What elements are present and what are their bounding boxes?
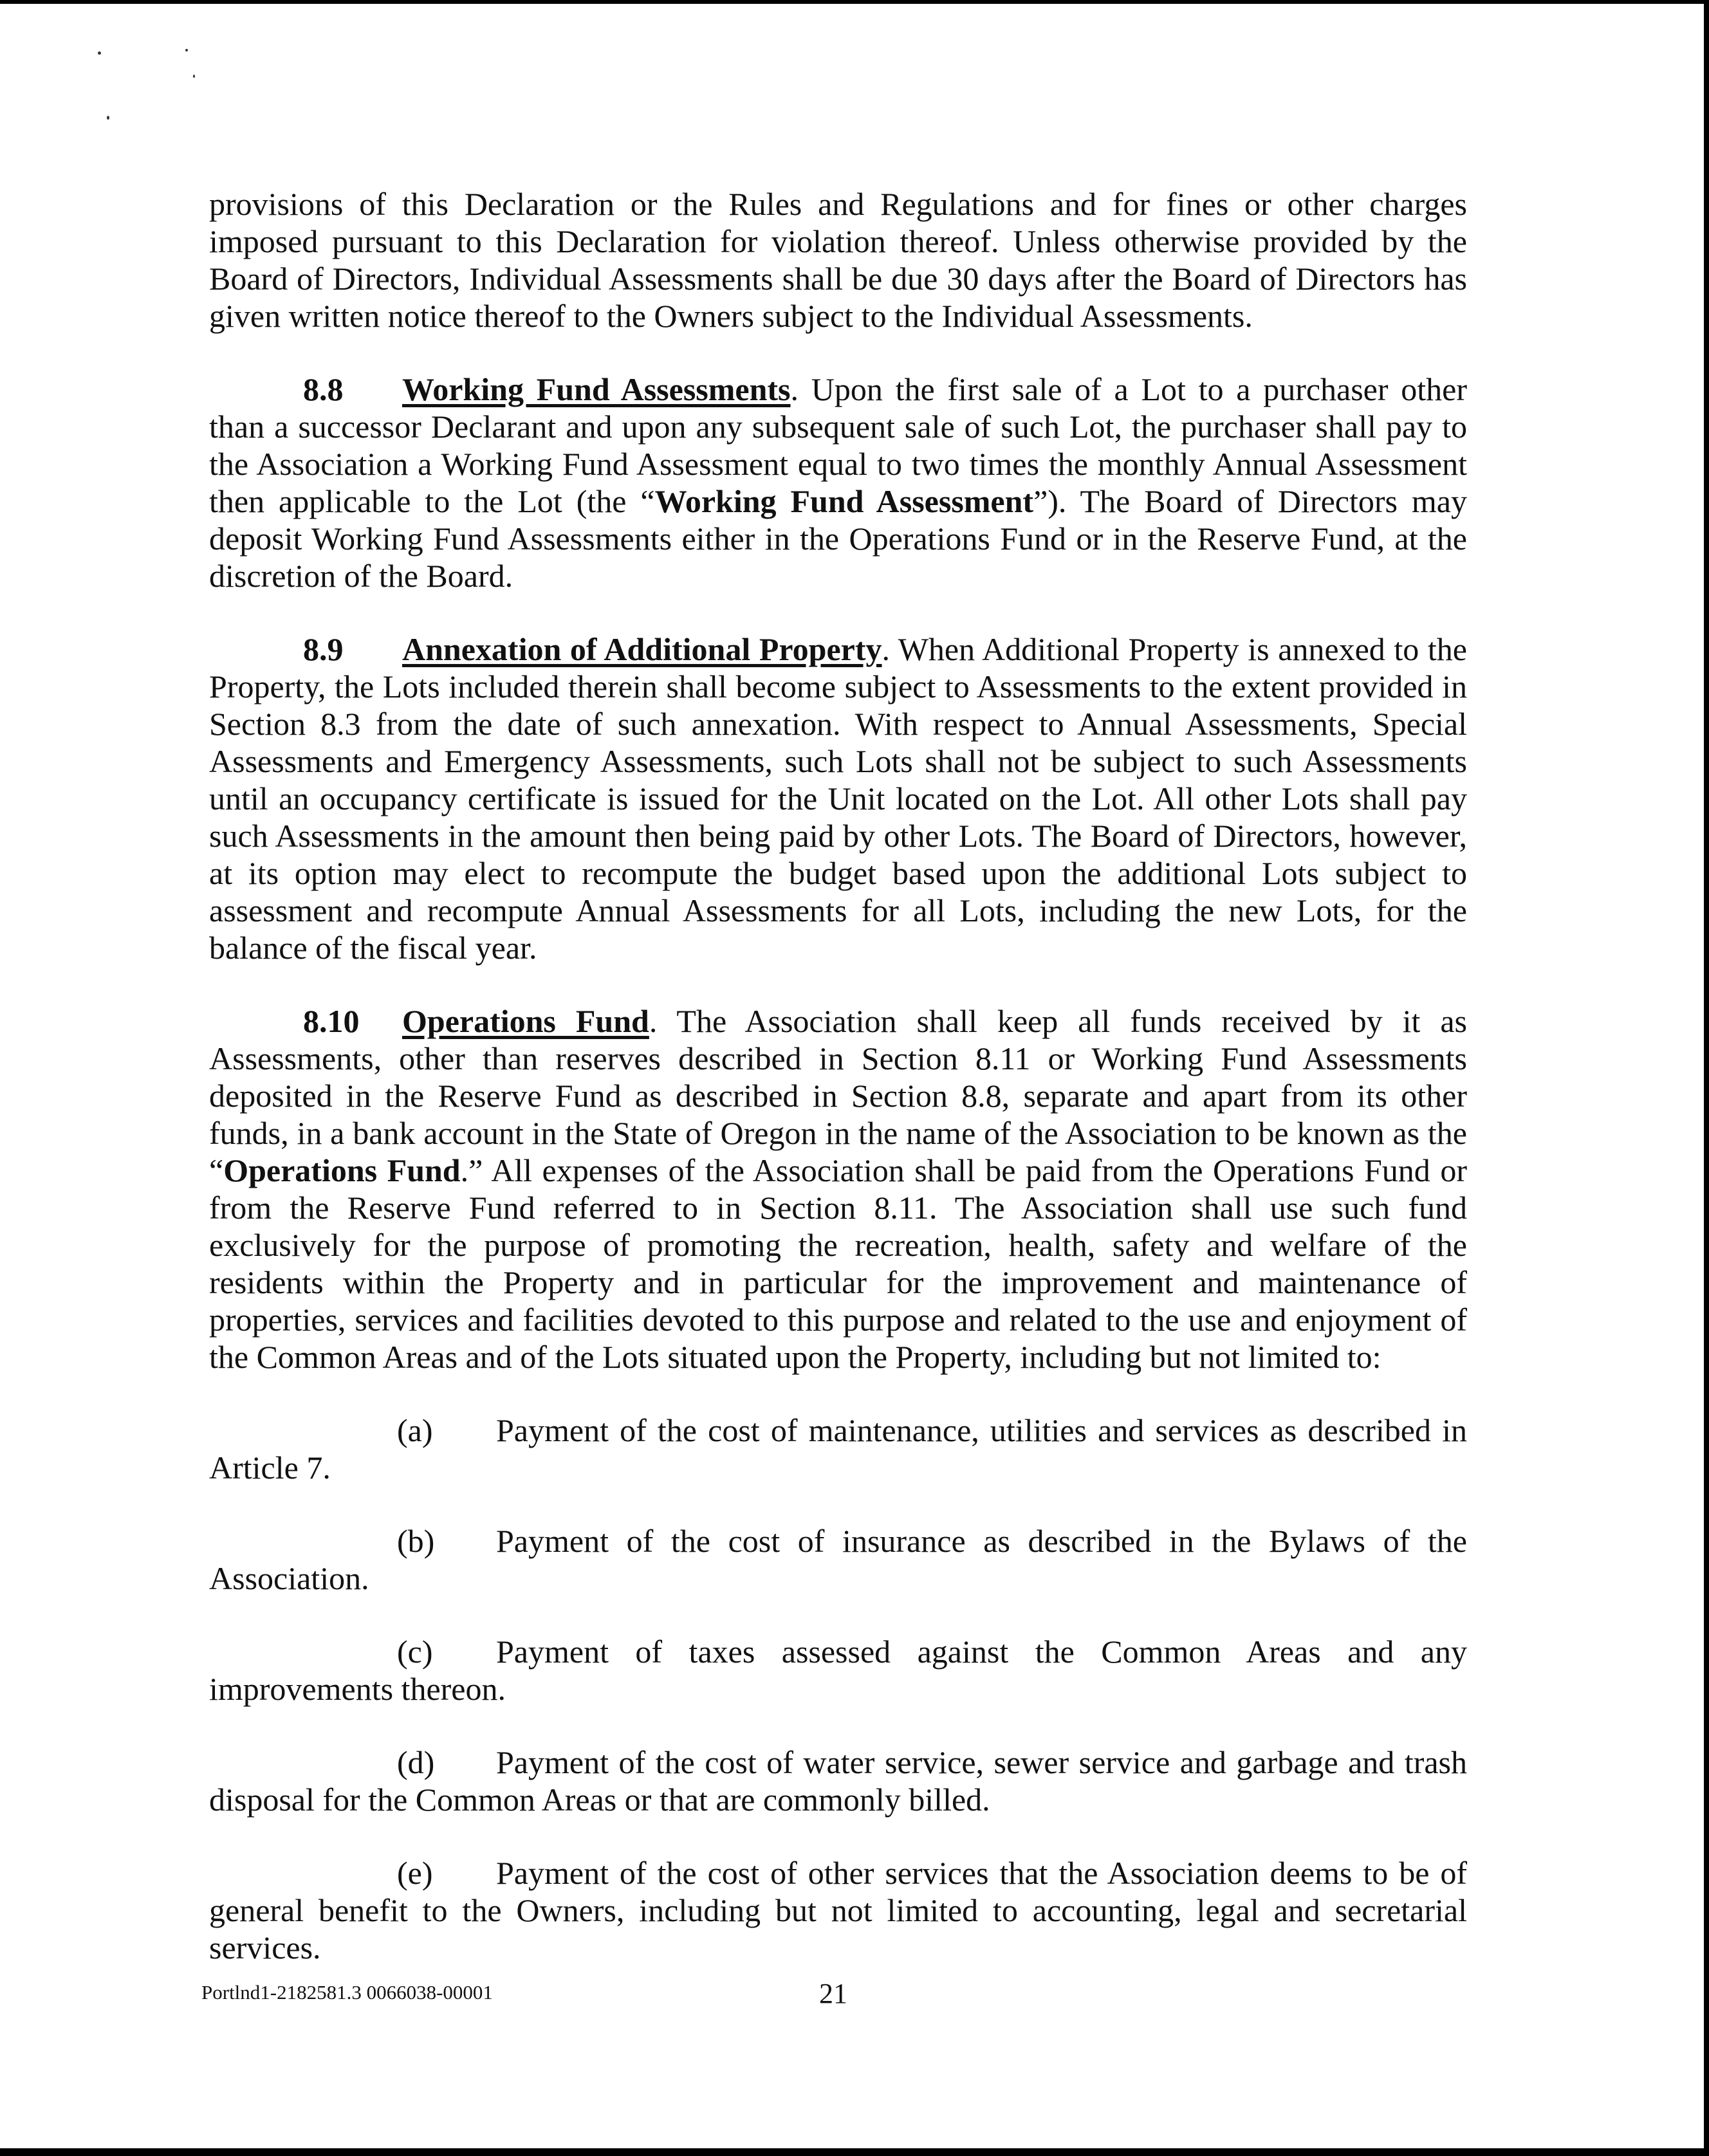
- section-8-9: [209, 631, 1467, 966]
- list-item: [209, 1854, 1467, 1966]
- list-item: [209, 1633, 1467, 1708]
- page-footer: [201, 1977, 1459, 2009]
- section-8-10: [209, 1002, 1467, 1376]
- page-number: 21: [819, 1978, 847, 2009]
- defined-term: Working Fund Assessment: [654, 483, 1034, 519]
- list-item-text: Payment of the cost of other services that the Association deems to be of general benefit to the Owners, including but not limited to accounting, legal and secretarial services.: [209, 1855, 1467, 1966]
- section-text: ”). The Board of Directors may deposit Working Fund Assessments either in the Operations Fund or in the Reserve Fund, at the discretion of the Board.: [209, 483, 1467, 594]
- section-8-8: [209, 371, 1467, 594]
- list-item-label: (b): [397, 1523, 435, 1559]
- list-item: [209, 1412, 1467, 1486]
- scan-border-top: [0, 0, 1709, 4]
- list-item-text: Payment of taxes assessed against the Common Areas and any improvements thereon.: [209, 1634, 1467, 1707]
- section-number: 8.10: [303, 1003, 360, 1039]
- intro-text: provisions of this Declaration or the Rules and Regulations and for fines or other charges imposed pursuant to this Declaration for violation thereof. Unless otherwise provided by the Board of Directors, Individual Assessments shall be due 30 days after the Board of Directors has given written notice thereof to the Owners subject to the Individual Assessments.: [209, 186, 1467, 334]
- scan-border-right: [1704, 0, 1709, 2156]
- section-title: Operations Fund: [402, 1003, 649, 1039]
- document-page: [209, 185, 1467, 2002]
- section-title: Annexation of Additional Property: [402, 631, 882, 667]
- scan-speck: [185, 49, 188, 51]
- list-item: [209, 1522, 1467, 1597]
- list-item-label: (c): [397, 1634, 433, 1670]
- list-item-label: (a): [397, 1412, 433, 1448]
- list-item: [209, 1744, 1467, 1818]
- list-item-label: (d): [397, 1744, 435, 1780]
- list-item-text: Payment of the cost of insurance as described in the Bylaws of the Association.: [209, 1523, 1467, 1596]
- list-item-text: Payment of the cost of water service, sewer service and garbage and trash disposal for the Common Areas or that are commonly billed.: [209, 1744, 1467, 1818]
- section-text: . Upon the first sale of a Lot to a purchaser other than a successor Declarant and upon any subsequent sale of such Lot, the purchaser shall pay to the Association a Working Fund Assessment equal to two times the monthly Annual Assessment then applicable to the Lot (the “: [209, 371, 1467, 519]
- scan-speck: [193, 75, 195, 78]
- scan-border-bottom: [0, 2148, 1709, 2156]
- intro-paragraph: [209, 185, 1467, 335]
- section-number: 8.9: [303, 631, 344, 667]
- document-id: Portlnd1-2182581.3 0066038-00001: [201, 1981, 493, 2004]
- section-title: Working Fund Assessments: [402, 371, 791, 407]
- section-text: . The Association shall keep all funds received by it as Assessments, other than reserves described in Section 8.11 or Working Fund Assessments deposited in the Reserve Fund as described in Section 8.8, separate and apart from its other funds, in a bank account in the State of Oregon in the name of the Association to be known as the “: [209, 1003, 1467, 1188]
- section-number: 8.8: [303, 371, 344, 407]
- defined-term: Operations Fund: [223, 1152, 461, 1188]
- scan-speck: [107, 116, 109, 120]
- scan-speck: [98, 51, 101, 55]
- list-item-label: (e): [397, 1855, 433, 1891]
- section-text: .” All expenses of the Association shall be paid from the Operations Fund or from the Reserve Fund referred to in Section 8.11. The Association shall use such fund exclusively for the purpose of promoting the recreation, health, safety and welfare of the residents within the Property and in particular for the improvement and maintenance of properties, services and facilities devoted to this purpose and related to the use and enjoyment of the Common Areas and of the Lots situated upon the Property, including but not limited to:: [209, 1152, 1467, 1375]
- section-text: . When Additional Property is annexed to the Property, the Lots included therein shall become subject to Assessments to the extent provided in Section 8.3 from the date of such annexation. With respect to Annual Assessments, Special Assessments and Emergency Assessments, such Lots shall not be subject to such Assessments until an occupancy certificate is issued for the Unit located on the Lot. All other Lots shall pay such Assessments in the amount then being paid by other Lots. The Board of Directors, however, at its option may elect to recompute the budget based upon the additional Lots subject to assessment and recompute Annual Assessments for all Lots, including the new Lots, for the balance of the fiscal year.: [209, 631, 1468, 966]
- list-item-text: Payment of the cost of maintenance, utilities and services as described in Article 7.: [209, 1412, 1467, 1486]
